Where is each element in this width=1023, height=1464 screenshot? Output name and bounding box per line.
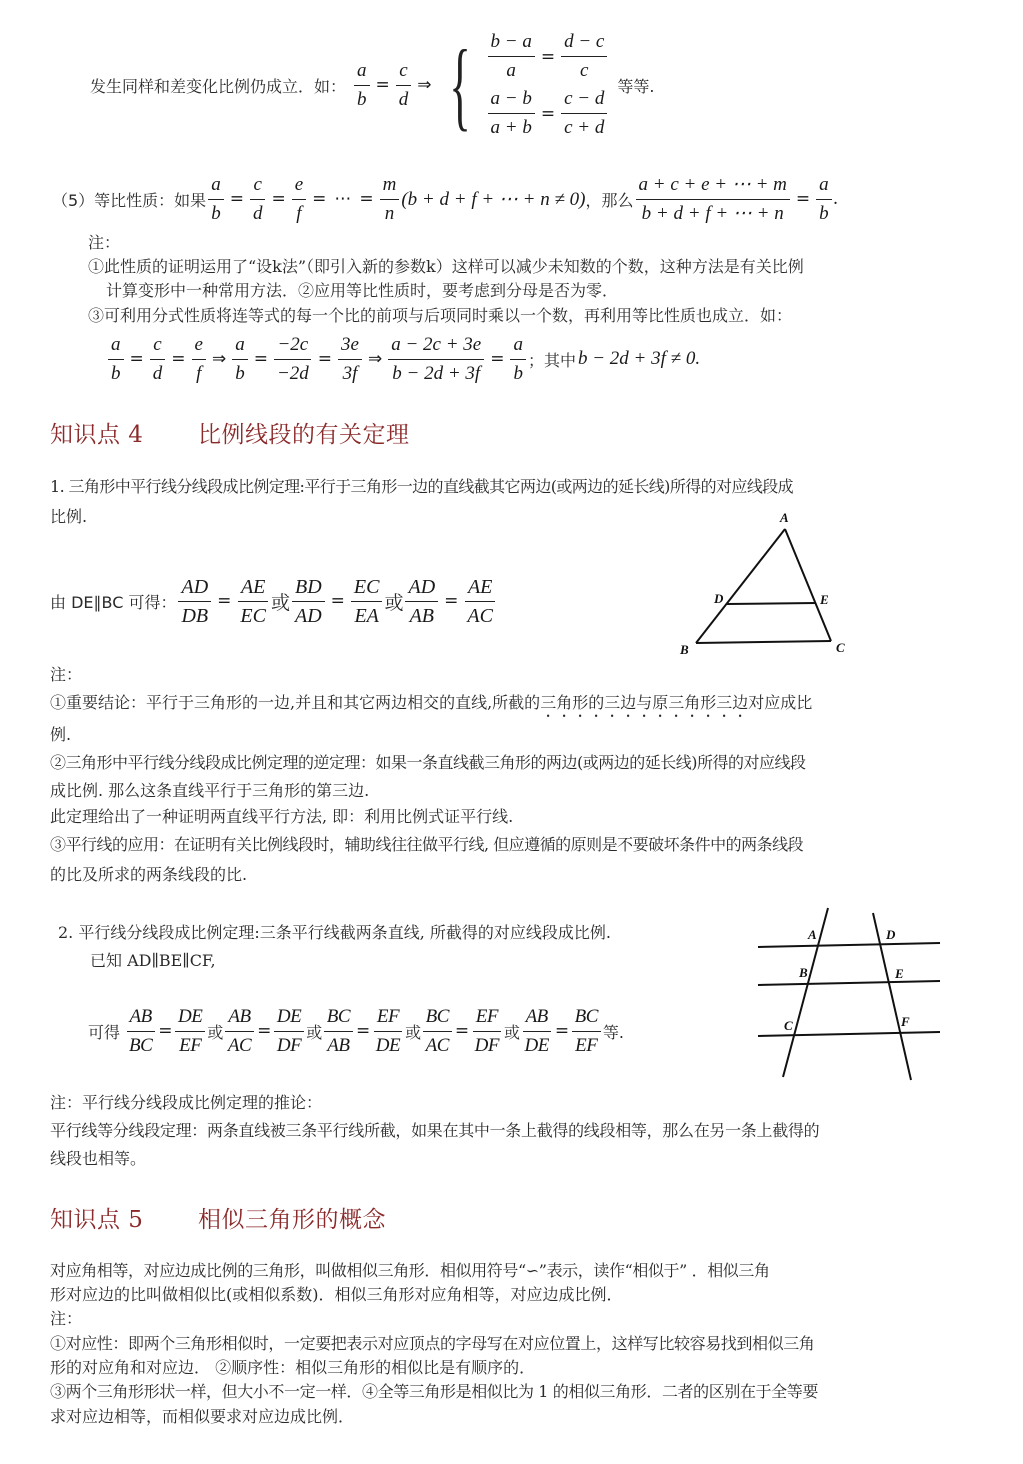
kp4-note-3: ③平行线的应用：在证明有关比例线段时，辅助线往往做平行线, 但应遵循的原则是不要破坏条件中的两条线段 bbox=[50, 835, 804, 854]
etc-text: 等等. bbox=[617, 76, 655, 96]
kp4-note-2: ②三角形中平行线分线段成比例定理的逆定理：如果一条直线截三角形的两边(或两边的延长线)所得的对应线段 bbox=[50, 753, 806, 772]
theorem1-text: 1. 三角形中平行线分线段成比例定理:平行于三角形一边的直线截其它两边(或两边的延长线)所得的对应线段成 bbox=[50, 477, 794, 496]
kp5-line: ①对应性：即两个三角形相似时，一定要把表示对应顶点的字母写在对应位置上，这样写比较容易找到相似三角 bbox=[50, 1334, 815, 1353]
point-label-E: E bbox=[895, 966, 904, 981]
point-label-A: A bbox=[808, 927, 817, 942]
fraction-a-b: $\frac{a}{b}$ bbox=[354, 59, 370, 112]
vertex-label-D: D bbox=[714, 591, 724, 606]
theorem2-derivation: 可得 $\frac{AB}{BC}$ = $\frac{DE}{EF}$ 或 $\frac{AB}{AC}$ = $\frac{DE}{DF}$ 或 $\frac{BC}{AB}$ = $\frac{EF}{DE}$ 或 $\frac{BC}{AC}$ = $\frac{EF}{DF}$ 或 $\frac{AB}{DE}$ = $\frac{BC}{EF}$ 等. bbox=[88, 1005, 624, 1056]
kp4-note-2-cont: 成比例. 那么这条直线平行于三角形的第三边. bbox=[50, 781, 370, 800]
kp4-note-2-extra: 此定理给出了一种证明两直线平行方法, 即：利用比例式证平行线. bbox=[50, 807, 514, 826]
parallel-lines-diagram bbox=[740, 895, 960, 1090]
kp5-line: ③两个三角形形状一样，但大小不一定一样．④全等三角形是相似比为 1 的相似三角形．二者的区别在于全等要 bbox=[50, 1382, 818, 1401]
kp5-heading-number: 知识点 5 bbox=[50, 1207, 144, 1233]
kp4-note-3-cont: 的比及所求的两条线段的比. bbox=[50, 865, 248, 884]
kp4-heading-title: 比例线段的有关定理 bbox=[198, 422, 410, 448]
sum-fraction: $\frac{a + c + e + \cdots + m}{b + d + f + \cdots + n}$ bbox=[636, 173, 790, 226]
theorem2-given: 已知 AD∥BE∥CF, bbox=[90, 951, 216, 970]
fraction-c-d: $\frac{c}{d}$ bbox=[396, 59, 412, 112]
proportion-property-5: （5）等比性质：如果 $\frac{a}{b}$ = $\frac{c}{d}$ = $\frac{e}{f}$ = ⋯ = $\frac{m}{n}$ (b + d + f + ⋯ + n ≠ 0) ，那么 $\frac{a + c + e + \cdots + m}{b + d + f + \cdots + n}$ = $\frac{a}{b}$ . bbox=[52, 173, 839, 224]
kp5-line: 注： bbox=[50, 1309, 83, 1328]
theorem1-text-cont: 比例. bbox=[50, 507, 88, 526]
sum-diff-intro: 发生同样和差变化比例仍成立．如： bbox=[90, 76, 347, 96]
theorem2-text: 2. 平行线分线段成比例定理:三条平行线截两条直线, 所截得的对应线段成比例. bbox=[58, 923, 612, 942]
kp5-heading-title: 相似三角形的概念 bbox=[198, 1207, 386, 1233]
sum-diff-property-line: 发生同样和差变化比例仍成立．如： $\frac{a}{b}$ = $\frac{c}{d}$ ⇒ { $\frac{b - a}{a}$ = $\frac{d - c}{c}$ $\frac{a - b}{a + b}$ = $\frac{c - d}{c + d}$ 等等. bbox=[90, 29, 655, 140]
corollary-text: 平行线等分线段定理：两条直线被三条平行线所截，如果在其中一条上截得的线段相等，那么在另一条上截得的 bbox=[50, 1121, 820, 1140]
implies-arrow: ⇒ bbox=[417, 75, 432, 95]
kp5-line: 对应角相等，对应边成比例的三角形，叫做相似三角形．相似用符号“∽”表示，读作“相似于” ．相似三角 bbox=[50, 1261, 770, 1280]
note-item: ③可利用分式性质将连等式的每一个比的前项与后项同时乘以一个数，再利用等比性质也成立．如： bbox=[88, 306, 793, 325]
point-label-F: F bbox=[901, 1014, 910, 1029]
kp4-note-1: ①重要结论：平行于三角形的一边,并且和其它两边相交的直线,所截的三角形的三边与原三角形三边对应成比 bbox=[50, 693, 813, 712]
vertex-label-C: C bbox=[836, 640, 845, 655]
kp5-line: 求对应边相等，而相似要求对应边成比例． bbox=[50, 1407, 355, 1426]
point-label-B: B bbox=[799, 965, 808, 980]
vertex-label-A: A bbox=[780, 510, 789, 525]
kp5-line: 形的对应角和对应边． ②顺序性：相似三角形的相似比是有顺序的． bbox=[50, 1358, 536, 1377]
corollary-label: 注：平行线分线段成比例定理的推论： bbox=[50, 1093, 323, 1112]
note-item: ①此性质的证明运用了“设k法”（即引入新的参数k）这样可以减少未知数的个数，这种方法是有关比例 bbox=[88, 257, 804, 276]
point-label-D: D bbox=[886, 927, 896, 942]
note-item: 计算变形中一种常用方法．②应用等比性质时，要考虑到分母是否为零． bbox=[106, 281, 619, 300]
property5-label: （5）等比性质：如果 bbox=[52, 190, 207, 210]
vertex-label-E: E bbox=[820, 592, 829, 607]
vertex-label-B: B bbox=[680, 642, 689, 657]
nonzero-condition: (b + d + f + ⋯ + n ≠ 0) bbox=[401, 188, 586, 210]
kp5-line: 形对应边的比叫做相似比(或相似系数)．相似三角形对应角相等，对应边成比例． bbox=[50, 1285, 623, 1304]
point-label-C: C bbox=[784, 1018, 793, 1033]
left-brace-icon: { bbox=[448, 29, 471, 140]
kp4-note-1-cont: 例. bbox=[50, 725, 72, 744]
corollary-text-cont: 线段也相等。 bbox=[50, 1149, 147, 1168]
theorem1-derivation: 由 DE∥BC 可得： $\frac{AD}{DB}$ = $\frac{AE}{EC}$ 或 $\frac{BD}{AD}$ = $\frac{EC}{EA}$ 或 $\frac{AD}{AB}$ = $\frac{AE}{AC}$ bbox=[50, 572, 498, 630]
equation-system: $\frac{b - a}{a}$ = $\frac{d - c}{c}$ $\frac{a - b}{a + b}$ = $\frac{c - d}{c + d}$ bbox=[486, 30, 610, 140]
notes1-label: 注： bbox=[88, 233, 121, 252]
emphasized-text: 三角形的三边与原三角形三边 bbox=[540, 693, 749, 712]
kp4-heading-number: 知识点 4 bbox=[50, 422, 144, 448]
triangle-diagram bbox=[670, 505, 860, 665]
example-equation: $\frac{a}{b}$ = $\frac{c}{d}$ = $\frac{e}{f}$ ⇒ $\frac{a}{b}$ = $\frac{-2c}{-2d}$ = $\frac{3e}{3f}$ ⇒ $\frac{a - 2c + 3e}{b - 2d + 3f}$ = $\frac{a}{b}$ ；其中 b − 2d + 3f ≠ 0 . bbox=[106, 330, 700, 388]
kp4-notes-label: 注： bbox=[50, 665, 83, 684]
